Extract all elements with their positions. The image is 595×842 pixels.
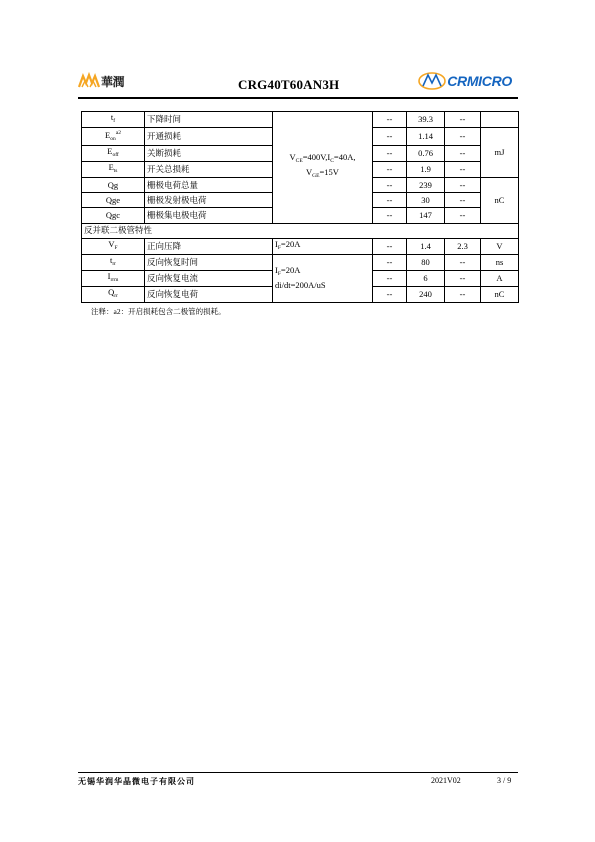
company-logo-left — [78, 68, 124, 94]
param-cell: 开通损耗 — [145, 128, 273, 146]
typ-cell: 6 — [407, 270, 445, 286]
symbol-cell: $Q_{rr}$ — [82, 286, 145, 302]
min-cell: -- — [373, 193, 407, 208]
header-divider — [78, 97, 518, 99]
min-cell: -- — [373, 270, 407, 286]
max-cell: -- — [445, 254, 481, 270]
brand-mark-icon — [78, 72, 100, 90]
table-row — [82, 254, 519, 270]
footer-company: 无锡华润华晶微电子有限公司 — [78, 777, 195, 786]
section-row — [82, 223, 519, 238]
min-cell: -- — [373, 112, 407, 128]
spec-table — [81, 111, 519, 303]
param-cell: 关断损耗 — [145, 146, 273, 162]
typ-cell: 30 — [407, 193, 445, 208]
footnote: 注释：a2：开启损耗包含二极管的损耗。 — [91, 307, 226, 316]
max-cell: -- — [445, 208, 481, 223]
max-cell: -- — [445, 128, 481, 146]
min-cell: -- — [373, 238, 407, 254]
min-cell: -- — [373, 254, 407, 270]
symbol-cell: $E_{on}^{a2}$ — [82, 128, 145, 146]
unit-cell — [481, 112, 519, 128]
typ-cell: 1.4 — [407, 238, 445, 254]
unit-cell: nC — [481, 286, 519, 302]
max-cell: -- — [445, 146, 481, 162]
min-cell: -- — [373, 286, 407, 302]
table-row — [82, 112, 519, 128]
unit-cell: nC — [481, 178, 519, 224]
param-cell: 栅极集电极电荷 — [145, 208, 273, 223]
max-cell: -- — [445, 112, 481, 128]
typ-cell: 39.3 — [407, 112, 445, 128]
max-cell: -- — [445, 193, 481, 208]
symbol-cell: $I_{rrm}$ — [82, 270, 145, 286]
unit-cell: A — [481, 270, 519, 286]
test-condition-cell: $V_{CE}=400V,I_C=40A$, $V_{GE}=15V$ — [273, 112, 373, 224]
typ-cell: 147 — [407, 208, 445, 223]
max-cell: -- — [445, 270, 481, 286]
footer-version: 2021V02 — [431, 776, 461, 785]
param-cell: 反向恢复时间 — [145, 254, 273, 270]
company-logo-right — [417, 69, 512, 93]
max-cell: -- — [445, 178, 481, 193]
page-header — [78, 66, 516, 96]
unit-cell: ns — [481, 254, 519, 270]
test-condition-cell: $I_F=20A$ di/dt=200A/uS — [273, 254, 373, 302]
max-cell: 2.3 — [445, 238, 481, 254]
max-cell: -- — [445, 162, 481, 178]
min-cell: -- — [373, 162, 407, 178]
symbol-cell: $E_{ts}$ — [82, 162, 145, 178]
param-cell: 栅极电荷总量 — [145, 178, 273, 193]
min-cell: -- — [373, 178, 407, 193]
typ-cell: 239 — [407, 178, 445, 193]
param-cell: 反向恢复电流 — [145, 270, 273, 286]
param-cell: 反向恢复电荷 — [145, 286, 273, 302]
param-cell: 下降时间 — [145, 112, 273, 128]
min-cell: -- — [373, 208, 407, 223]
param-cell: 正向压降 — [145, 238, 273, 254]
unit-cell: mJ — [481, 128, 519, 178]
min-cell: -- — [373, 128, 407, 146]
symbol-cell: $t_f$ — [82, 112, 145, 128]
param-cell: 开关总损耗 — [145, 162, 273, 178]
page-number: 3 / 9 — [497, 776, 512, 785]
unit-cell: V — [481, 238, 519, 254]
symbol-cell: Qg — [82, 178, 145, 193]
typ-cell: 1.14 — [407, 128, 445, 146]
document-title: CRG40T60AN3H — [238, 77, 340, 92]
test-condition-cell: $I_F=20A$ — [273, 238, 373, 254]
brand-left-text: 華潤 — [101, 74, 125, 89]
table-row — [82, 238, 519, 254]
symbol-cell: Qge — [82, 193, 145, 208]
min-cell: -- — [373, 146, 407, 162]
symbol-cell: $E_{off}$ — [82, 146, 145, 162]
symbol-cell: $t_{rr}$ — [82, 254, 145, 270]
symbol-cell: Qgc — [82, 208, 145, 223]
brand-right-text: CRMICRO — [447, 73, 512, 89]
typ-cell: 80 — [407, 254, 445, 270]
param-cell: 栅极发射极电荷 — [145, 193, 273, 208]
typ-cell: 1.9 — [407, 162, 445, 178]
footer-divider — [78, 772, 518, 773]
typ-cell: 240 — [407, 286, 445, 302]
crmicro-swoosh-icon — [417, 70, 447, 92]
typ-cell: 0.76 — [407, 146, 445, 162]
section-heading: 反并联二极管特性 — [82, 223, 519, 238]
max-cell: -- — [445, 286, 481, 302]
symbol-cell: $V_F$ — [82, 238, 145, 254]
